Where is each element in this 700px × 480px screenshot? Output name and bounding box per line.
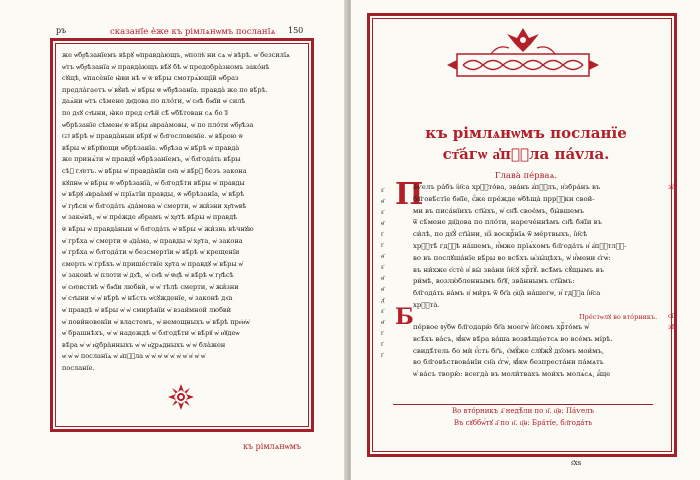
rubric-tuesday: Пре́стѡлꙋ во вто́рникъ. <box>579 313 658 321</box>
text-line: бл҃года́ть ва́мъ и҆ ми́ръ ѿ бг҃а ѻ҆ц҃а̀ на́шегѡ, и҆ гдⷭ҇а і҆и҃са <box>413 289 601 298</box>
margin-number: ѳ҃ <box>381 197 385 205</box>
text-line: ѡ҆ ст҃ыни ѡ҆ ѡ҆ вѣ́рѣ ѡ҆ нѣ́сть ѡ҆сꙋжденїе, ѡ҆ законѣ дх҃а <box>62 294 233 303</box>
dropcap-letter: П <box>395 177 424 212</box>
text-line: ѿ сѣ́мене дв҃дова по пло́ти, нарече́ннѣмъ сн҃ѣ бж҃їи въ <box>413 218 602 227</box>
epistle-title-line1: къ рімлѧнѡмъ посланїе <box>425 124 627 142</box>
left-header-title: сказанїе ѐже къ рімлѧнѡмъ посланїѧ <box>110 27 276 37</box>
left-body-text <box>62 50 302 375</box>
margin-number: і҃ <box>381 351 383 359</box>
text-line: ми въ писа́нїихъ ст҃ы́хъ, ѡ҆ сн҃ѣ̀ свое́мъ, бы́вшемъ <box>413 206 584 215</box>
text-line: ѡ҆ законѣ ѡ҆ плоти ѡ҆ дх҃ѣ, ѡ҆ сн҃ѣ ѡ҆ ѿц҃ѣ ѡ҆ вѣ́рѣ ѡ҆ гр҃ѣсѣ <box>62 271 234 280</box>
text-line: даѧ̀ни ѡ҆тъ сѣмене дв҃дова по пло́ти, ѡ҆ сн҃ѣ бж҃їи ѡ҆ силѣ <box>62 97 246 106</box>
margin-number: і҃ <box>381 340 383 348</box>
text-line: во бл҃говѣствова́нїи сн҃а є҆гѡ̀, ꙗ҆́кѡ безпреста́ни па́мѧть <box>413 358 604 367</box>
text-line: ѿ вѣ́ры ѡ҆ правда̀ныи ѡ҆ бл҃года́ть ѡ҆ вѣ́ры ѡ҆ жи́знь вѣчнꙋю <box>62 224 254 233</box>
text-line: ѡ҆тъ ѡ҆бр҃ѣзанїа ѡ҆ правда̀ющъ вѣ́ꙋ бѣ ѡ҆ предобра̀зномъ зако́нѣ <box>62 62 270 71</box>
margin-number: ѕ҃ <box>381 263 384 271</box>
text-line: ѡ҆ грѣ́ха ѡ҆ смерти ѿ а҆да́ма, ѡ҆ правды ѡ҆ хр҃та, ѡ҆ закона <box>62 236 243 245</box>
margin-note: зѣ̑ <box>668 323 676 331</box>
text-line: же ѡ҆бр҃ѣзанїемъ вѣрꙋ ѡ҆правда̀ющъ, ѡ҆полѣ҆ ни сѧ ѡ҆ вѣрѣ. ѡ҆ безсилїѧ <box>62 51 290 59</box>
footer-rule <box>393 404 653 405</box>
headpiece-ornament <box>443 24 603 82</box>
right-page-footer: ѕ҃хѕ <box>571 459 582 467</box>
margin-number: і҃ <box>381 329 383 337</box>
text-line: ѡ҆ брашнѣхъ, ѡ҆ ѡ҆ надеждѣ ѡ҆ бл҃годѣ́ти ѡ҆ вѣ́рꙋ ѡ҆ и҆ꙋдеѡ <box>62 329 240 338</box>
margin-number: ѕ҃ <box>381 307 384 315</box>
margin-number: ѳ҃ <box>381 285 385 293</box>
text-line: ѡ҆ грѣ́ха ѡ҆ бл҃года́ти ѡ҆ безсмертїи ѡ҆ вѣ́рѣ ѡ҆ крещенїи <box>62 248 240 257</box>
text-line: въ ни́хже є҆стѐ и҆ вы̀ зва́ни і҆и҃сꙋ хрⷭ҇тꙋ̀. всѣ̑мъ сꙋ́щымъ въ <box>413 265 604 274</box>
text-line: предла̀гаетъ ѡ҆ вꙋ̀нѣ ѡ҆ вѣ́ры ѿ ѡ҆бр҃ѣзанїа. правда̀ же по вѣ́рѣ. <box>62 85 268 94</box>
margin-number: і҃ <box>381 241 383 249</box>
margin-number: ѳ҃ <box>381 219 385 227</box>
text-line: ри́мѣ, возлю́бленнымъ бг҃ꙋ, зва̑ннымъ ст҃ы̑мъ: <box>413 277 575 286</box>
margin-number: ѕ҃ <box>381 186 384 194</box>
margin-note: сі̑ <box>668 312 674 320</box>
left-margin-numbers <box>381 185 384 361</box>
margin-number: ѳ҃ <box>381 274 385 282</box>
text-line: ѡ҆ закѡ̀нѣ, ѡ҆ ѡ҆ пре́жде а҆брамъ ѡ҆ хр҃тѣ вѣ́ры ѡ҆ правдѣ <box>62 213 238 222</box>
margin-number: ѳ҃ <box>381 252 385 260</box>
text-line: ѡ҆ ва́съ творю̀: всегда̀ въ моли́твахъ мои́хъ молѧ́сѧ, а҆́ще <box>413 370 611 379</box>
margin-note: за̀ <box>668 183 676 191</box>
margin-number: і҃ <box>381 230 383 238</box>
text-line: же принѧ̀ти ѡ҆ правдꙋ̀ ѡ҆брѣзанїемъ, ѡ҆ бл҃года́ть вѣ́ры <box>62 155 241 164</box>
text-line: а́ѵелъ ра́бъ і҆и҃са хрⷭ҇то́ва, зва́нъ а҆пⷭ҇лъ, и҆збра́нъ въ <box>413 183 601 191</box>
text-line: сꙋщѣ, ѡ҆пасѐнїе ꙗ҆ви нѣ ѡ҆ ѿ вѣ́ры смотрѧ̀ющїй ѡ҆браз <box>62 74 239 83</box>
text-line: бл҃говѣ́стїе бж҃їе, є҆́же пре́жде ѡ҆бѣща̀ пррⷪ҇ки свои̑- <box>413 194 595 203</box>
margin-number: д҃ <box>381 296 385 304</box>
margin-number: ѳ҃ <box>381 318 385 326</box>
text-line: ѡ҆ вѣ́рꙋ а҆враа̀мꙋ ѡ҆ прїѧтїи правды, ѿ ѡ҆брѣзанїа, ѡ҆ вѣ́рѣ <box>62 190 245 199</box>
text-line: хрⷭ҇та̀. <box>413 300 440 309</box>
left-page <box>0 0 347 480</box>
text-line: хрⷭ҇тѣ̀ гдⷭ҇ѣ на́шемъ, и҆́мже прїѧ́хомъ бл҃года́ть и҆ а҆пⷭ҇тлⷭ҇- <box>413 241 627 250</box>
right-margin-notes <box>668 182 675 333</box>
text-line: по дх҃ꙋ ст҃ыни, ꙗ҆ко пред ст҃ѣй сѣ̑ ѡ҆бѣ́тован сѧ бо з꙯ <box>62 108 228 117</box>
text-line: кꙋпнѡ ѡ҆ вѣ́ры ѿ ѡ҆брѣзанїа̀, ѡ҆ бл҃годѣ́ти вѣ́ры ѡ҆ правды <box>62 178 245 187</box>
left-header-number: ръ <box>56 26 67 35</box>
text-line: сѣ꙽ гл҃етъ. ѡ҆ вѣ́ры ѡ҆ правда̀нїи сн҃а ѡ҆ вѣ́рꙋ безъ закона <box>62 166 247 175</box>
text-line: ѡ҆ ѡ҆ ѡ҆ посланїѧ ѡ҆ а҆пⷭ҇ла ѡ҆ ѡ҆ ѡ҆ ѡ҆ ѡ҆ ѡ҆ ѡ҆ и҆ ѡ҆ ѡ҆ <box>62 352 206 361</box>
text-line: ѡ҆ правдѣ ѡ҆ вѣ́ры ѡ҆ ѡ҆ смирѣнїи ѡ҆ взаи́мной любвѝ <box>62 306 232 315</box>
rosette-ornament <box>166 382 196 412</box>
text-line: вѣ́ры ѡ҆ вѣ́рꙋющи ѡ҆брѣзанїа. ѡ҆бр҃ѣза ѡ҆ вѣ́рѣ ѡ҆ правда̀ <box>62 143 240 152</box>
text-line: ѡ҆ гр҃ѣси ѡ҆ бл҃года́ть а҆да́мова ѡ҆ смерти, ѡ҆ жи́зни хр҃тѡвѣ <box>62 201 247 210</box>
text-line: ѡ҆ сн҃овствѣ ѡ҆ бж҃їи любвѝ, ѡ҆ ѡ҆ тѣлѣ смерти, ѡ҆ жи́зни <box>62 282 239 291</box>
text-line: посланїе. <box>62 364 95 373</box>
right-body-text <box>413 182 659 312</box>
text-line: всѣ́хъ ва́съ, ꙗ҆́кѡ вѣ́ра ва́ша возвѣща́етсѧ во все́мъ мі́рѣ. <box>413 334 613 343</box>
left-footer: къ рімлѧнѡмъ <box>243 442 302 451</box>
text-line: смерть ѡ҆ грѣ́хъ ѡ҆ прише́ствїе хр҃та ѡ҆ правдꙋ ѡ҆ вѣ́ры ѡ҆ <box>62 259 243 268</box>
lection-note-2: Въ сꙋббѡ́тꙋ а҃ по н҃. ц҃ѳ: Бра́тїе, бл҃года́ть <box>453 419 593 427</box>
text-line: свидѣ́тель бо мѝ є҆́сть бг҃ъ, є҆мꙋ́же слꙋжꙋ̀ дх҃омъ мои́мъ, <box>413 346 605 355</box>
text-line: вѣ́ра ѡ҆ ѡ҆ и҆ꙁбра̀нныхъ ѡ҆ ѡ҆ и҆ꙁрѧдныхъ ѡ҆ ѡ҆ бла̀жен <box>62 340 226 349</box>
left-header-page-number: 150 <box>288 26 304 35</box>
dropcap-letter-2: Б <box>395 304 414 330</box>
lection-note-1: Во вто́рникъ а҃ недѣ́ли по н҃. ц҃ѳ: Па́ѵелъ <box>451 407 595 415</box>
text-line: пе́рвое ᲂу҆́бѡ бл҃годарю̀ бг҃а моегѡ̀ і҆и҃сомъ хрⷭ҇то́мъ ѡ҆ <box>413 323 589 331</box>
margin-number: ѕ҃ <box>381 208 384 216</box>
text-line: си́лѣ, по дх҃ꙋ̀ ст҃ы́ни, и҆з̾ воскрⷭ҇нїѧ ѿ ме́ртвыхъ, і҆и҃сѣ <box>413 230 588 239</box>
text-line: ѡ҆ пови́новенїи ѡ҆ властемъ, ѡ҆ немощныхъ ѡ҆ вѣ́рѣ пре҆и҆ѡ҆ <box>62 317 250 326</box>
right-body-text-2 <box>413 322 659 381</box>
chapter-heading: Глава̀ пе́рваѧ. <box>494 171 558 181</box>
right-page <box>351 0 700 480</box>
text-line: Ѡ҆ вѣ́рѣ ѡ҆ правда̀ныи вѣ́рꙋ ѡ҆ бл҃гословенїе. ѡ҆ вѣ́рою ѿ <box>62 132 243 141</box>
text-line: во въ послꙋша́нїе вѣ́ры во всѣ́хъ ѩ҆зы́цѣхъ, ѡ҆ и҆́мени є҆гѡ̀: <box>413 253 611 262</box>
epistle-title-line2: ст҃а́гѡ а҆пⷭ҇ла па́vла. <box>442 145 610 163</box>
text-line: ѡ҆брѣзанїе сѣмене҆ ѿ вѣ́ры а҆враа̀мовы, ѡ҆ по пло́ти ѡ҆бр҃ѣза <box>62 120 254 129</box>
